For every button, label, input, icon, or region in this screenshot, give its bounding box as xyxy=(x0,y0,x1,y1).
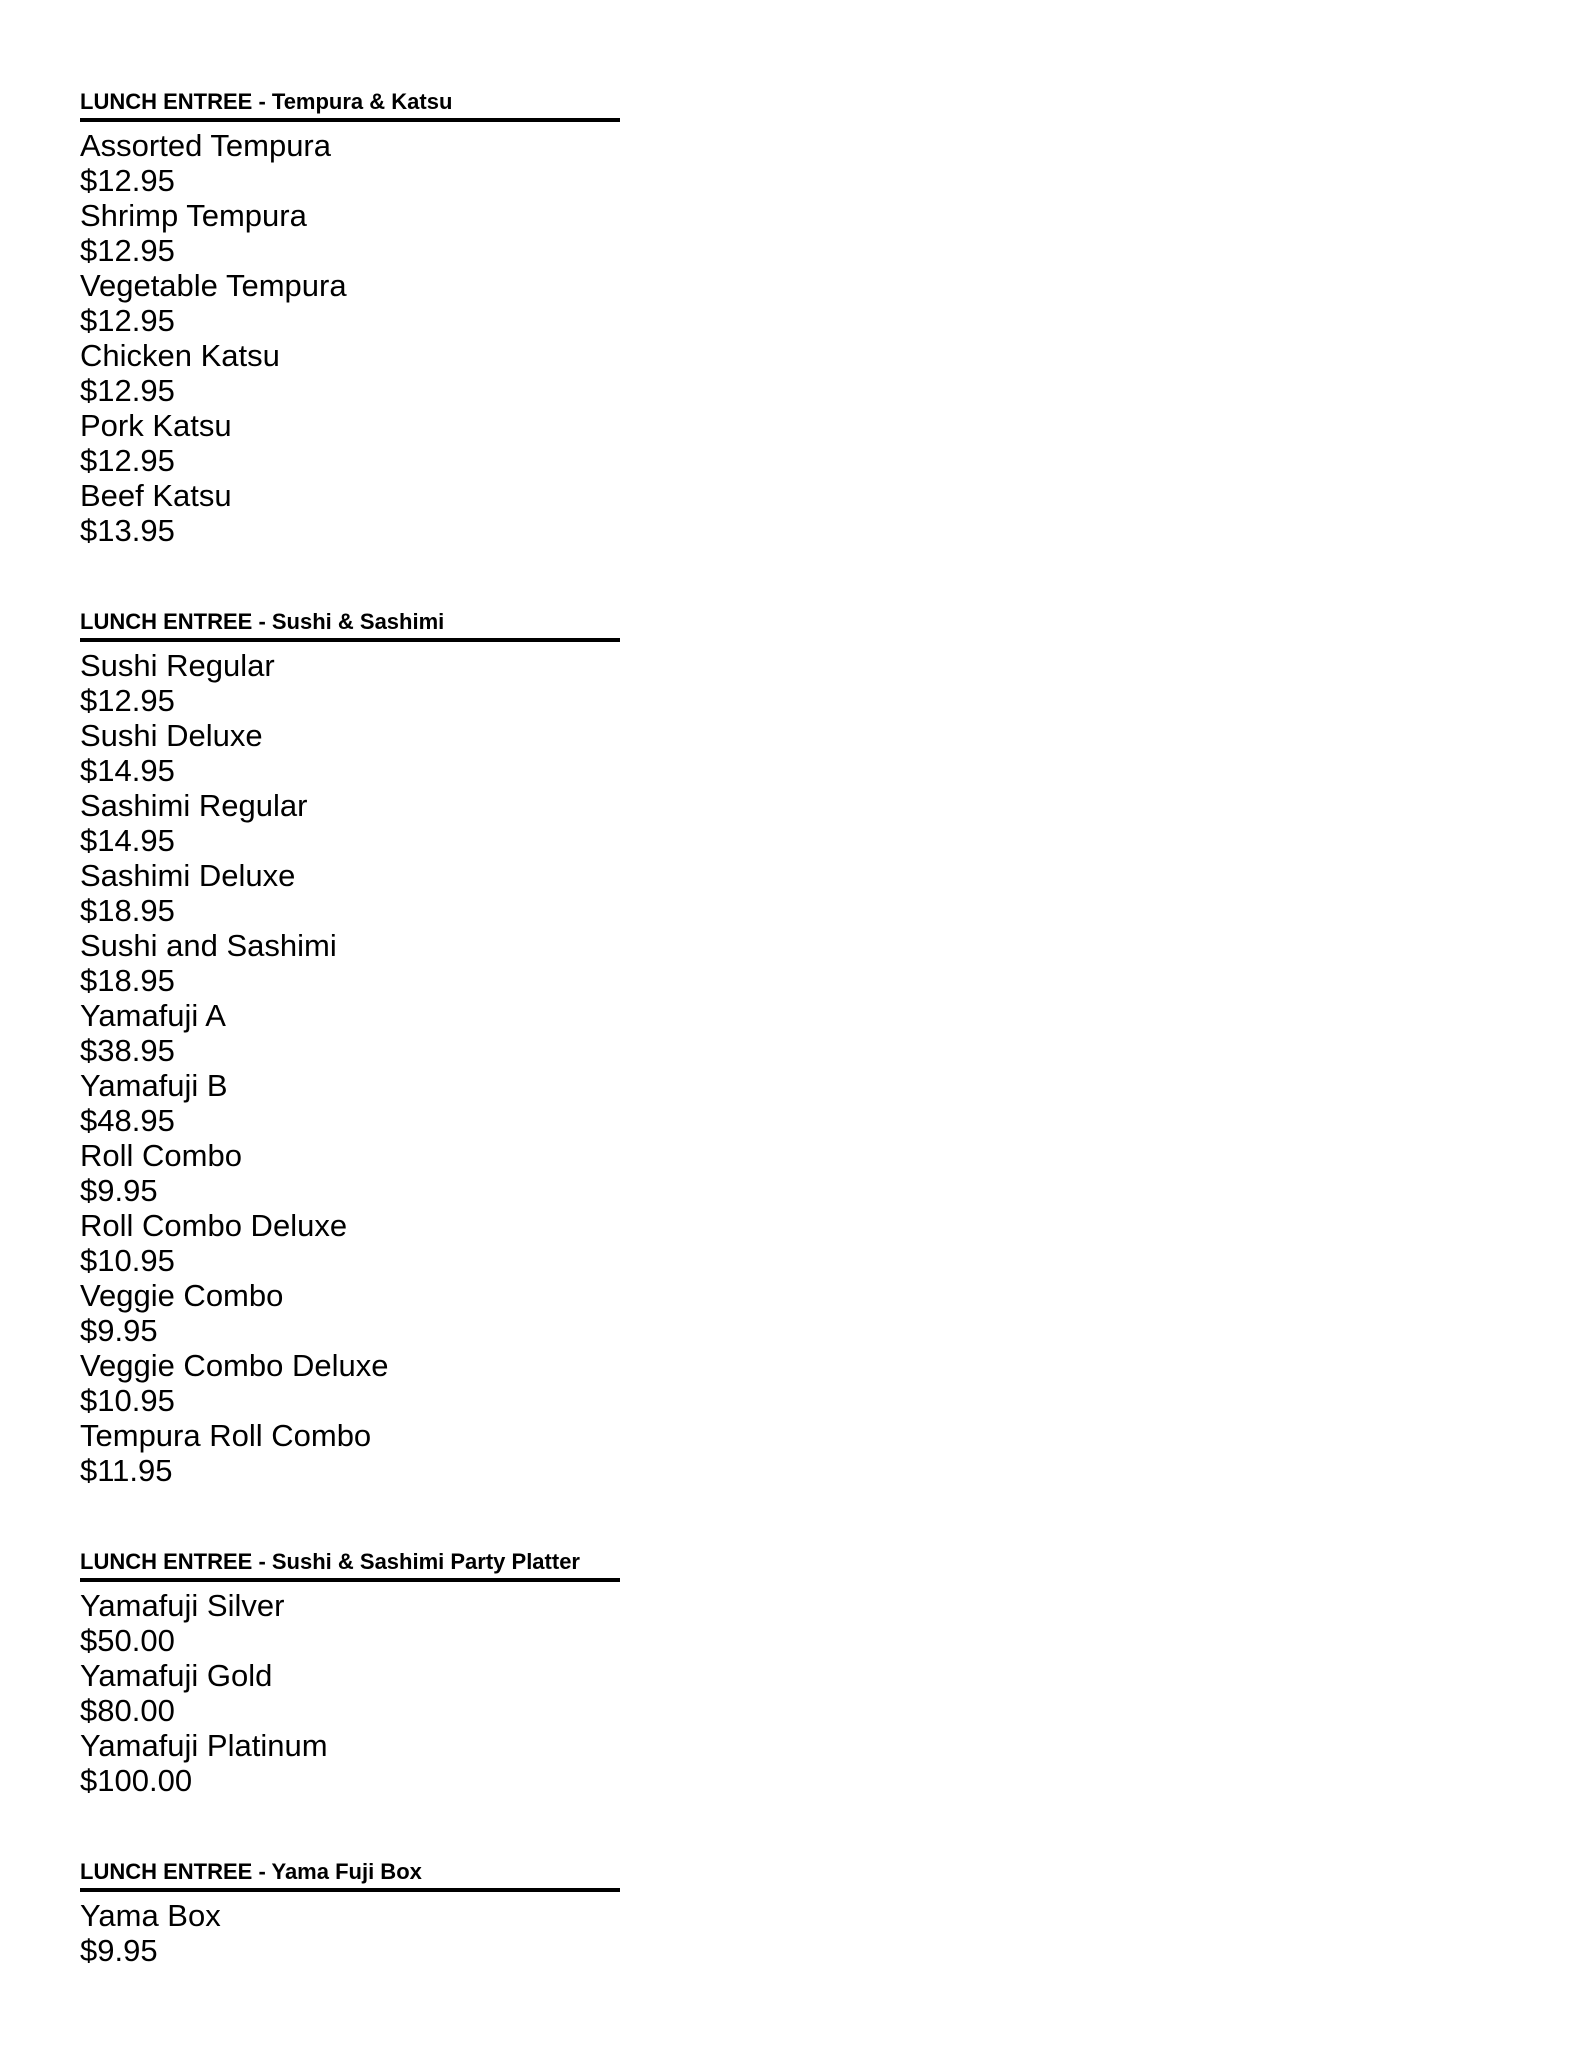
item-name: Yamafuji Silver xyxy=(80,1588,285,1623)
menu-item xyxy=(80,408,620,478)
item-price: $12.95 xyxy=(80,373,175,408)
item-name: Yamafuji Gold xyxy=(80,1658,273,1693)
menu-item xyxy=(80,1728,620,1798)
item-price: $12.95 xyxy=(80,303,175,338)
item-name: Chicken Katsu xyxy=(80,338,280,373)
item-price: $18.95 xyxy=(80,963,175,998)
menu-item xyxy=(80,998,620,1068)
item-name: Sushi Deluxe xyxy=(80,718,263,753)
item-name: Veggie Combo xyxy=(80,1278,284,1313)
menu-item xyxy=(80,1278,620,1348)
menu-section-sushi-sashimi xyxy=(80,608,620,1488)
menu-section-party-platter xyxy=(80,1548,620,1798)
section-header: LUNCH ENTREE - Sushi & Sashimi Party Platter xyxy=(80,1548,620,1582)
item-price: $18.95 xyxy=(80,893,175,928)
section-header: LUNCH ENTREE - Yama Fuji Box xyxy=(80,1858,620,1892)
menu-item xyxy=(80,478,620,548)
menu-item xyxy=(80,1068,620,1138)
item-price: $14.95 xyxy=(80,823,175,858)
item-name: Sushi Regular xyxy=(80,648,275,683)
menu-item xyxy=(80,1138,620,1208)
menu-section-tempura-katsu xyxy=(80,88,620,548)
item-name: Roll Combo Deluxe xyxy=(80,1208,348,1243)
item-price: $12.95 xyxy=(80,233,175,268)
item-name: Yamafuji B xyxy=(80,1068,228,1103)
item-price: $14.95 xyxy=(80,753,175,788)
item-name: Yamafuji A xyxy=(80,998,226,1033)
menu-item xyxy=(80,1418,620,1488)
section-header: LUNCH ENTREE - Sushi & Sashimi xyxy=(80,608,620,642)
item-name: Vegetable Tempura xyxy=(80,268,347,303)
menu-item xyxy=(80,338,620,408)
item-price: $11.95 xyxy=(80,1453,173,1488)
item-price: $9.95 xyxy=(80,1313,158,1348)
item-price: $80.00 xyxy=(80,1693,175,1728)
item-price: $12.95 xyxy=(80,443,175,478)
item-name: Roll Combo xyxy=(80,1138,242,1173)
item-name: Yama Box xyxy=(80,1898,221,1933)
section-spacer xyxy=(80,1798,620,1858)
menu-item xyxy=(80,198,620,268)
menu-item xyxy=(80,128,620,198)
item-name: Beef Katsu xyxy=(80,478,232,513)
item-price: $48.95 xyxy=(80,1103,175,1138)
menu-item xyxy=(80,1208,620,1278)
menu-item xyxy=(80,788,620,858)
item-price: $10.95 xyxy=(80,1383,175,1418)
item-price: $13.95 xyxy=(80,513,175,548)
menu-item xyxy=(80,718,620,788)
item-name: Veggie Combo Deluxe xyxy=(80,1348,389,1383)
item-name: Sashimi Deluxe xyxy=(80,858,296,893)
item-price: $38.95 xyxy=(80,1033,175,1068)
section-header: LUNCH ENTREE - Tempura & Katsu xyxy=(80,88,620,122)
item-name: Assorted Tempura xyxy=(80,128,331,163)
section-spacer xyxy=(80,548,620,608)
item-price: $12.95 xyxy=(80,683,175,718)
menu-item xyxy=(80,1348,620,1418)
item-name: Sushi and Sashimi xyxy=(80,928,337,963)
menu-item xyxy=(80,858,620,928)
menu-item xyxy=(80,268,620,338)
item-price: $10.95 xyxy=(80,1243,175,1278)
item-price: $9.95 xyxy=(80,1933,158,1968)
item-price: $12.95 xyxy=(80,163,175,198)
item-name: Shrimp Tempura xyxy=(80,198,307,233)
item-price: $9.95 xyxy=(80,1173,158,1208)
menu-section-yama-fuji-box xyxy=(80,1858,620,1968)
item-price: $50.00 xyxy=(80,1623,175,1658)
menu-page xyxy=(80,88,620,1968)
menu-item xyxy=(80,1898,620,1968)
item-name: Yamafuji Platinum xyxy=(80,1728,328,1763)
item-name: Pork Katsu xyxy=(80,408,232,443)
section-spacer xyxy=(80,1488,620,1548)
item-price: $100.00 xyxy=(80,1763,193,1798)
menu-item xyxy=(80,1588,620,1658)
menu-item xyxy=(80,928,620,998)
menu-item xyxy=(80,1658,620,1728)
item-name: Sashimi Regular xyxy=(80,788,308,823)
item-name: Tempura Roll Combo xyxy=(80,1418,372,1453)
menu-item xyxy=(80,648,620,718)
